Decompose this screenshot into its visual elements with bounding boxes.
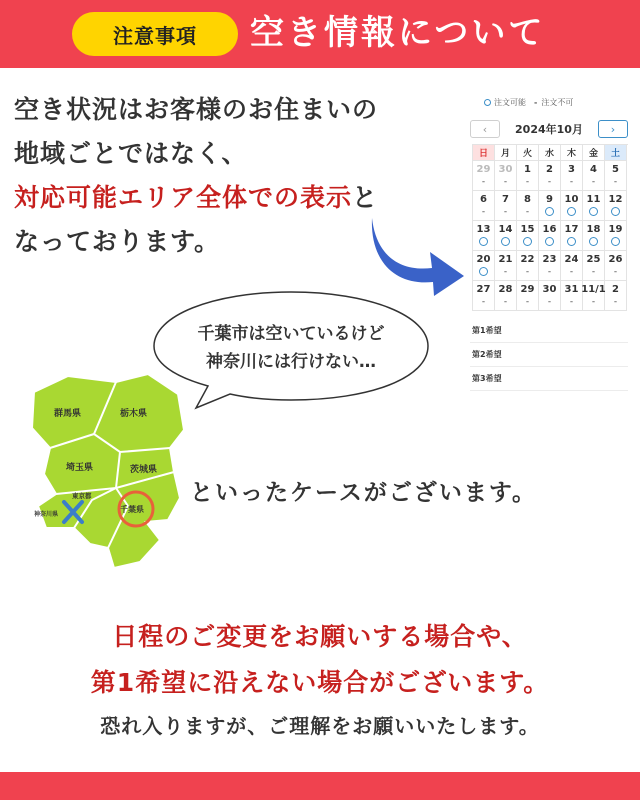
day-number: 9 bbox=[546, 194, 553, 205]
calendar-day bbox=[473, 191, 495, 221]
day-number: 10 bbox=[564, 194, 579, 205]
unavailable-dash: - bbox=[525, 177, 530, 187]
available-circle-icon bbox=[523, 237, 532, 246]
weekday-header: 月 bbox=[495, 145, 517, 161]
kanto-map bbox=[28, 372, 198, 572]
day-number: 12 bbox=[608, 194, 623, 205]
weekday-header: 火 bbox=[517, 145, 539, 161]
day-number: 21 bbox=[498, 254, 513, 265]
calendar-day[interactable] bbox=[561, 191, 583, 221]
calendar-day[interactable] bbox=[473, 221, 495, 251]
header-bar bbox=[0, 0, 640, 68]
day-number: 28 bbox=[498, 284, 513, 295]
map-label-tochigi: 栃木県 bbox=[120, 409, 148, 419]
intro-line-3-tail: と bbox=[352, 183, 379, 212]
day-number: 19 bbox=[608, 224, 623, 235]
day-number: 17 bbox=[564, 224, 579, 235]
available-circle-icon bbox=[589, 207, 598, 216]
intro-line-4: なっております。 bbox=[14, 227, 221, 256]
unavailable-dash: - bbox=[503, 207, 508, 217]
calendar-day bbox=[605, 161, 627, 191]
unavailable-dash: - bbox=[525, 207, 530, 217]
day-number: 2 bbox=[546, 164, 553, 175]
calendar-day bbox=[517, 251, 539, 281]
unavailable-dash: - bbox=[481, 207, 486, 217]
weekday-header: 木 bbox=[561, 145, 583, 161]
calendar-day bbox=[539, 281, 561, 311]
map-label-chiba: 千葉県 bbox=[120, 505, 144, 514]
day-number: 5 bbox=[612, 164, 619, 175]
map-label-gunma: 群馬県 bbox=[54, 409, 82, 419]
calendar-day bbox=[561, 281, 583, 311]
available-circle-icon bbox=[501, 237, 510, 246]
day-number: 24 bbox=[564, 254, 579, 265]
day-number: 25 bbox=[586, 254, 601, 265]
unavailable-dash: - bbox=[525, 297, 530, 307]
day-number: 26 bbox=[608, 254, 623, 265]
calendar-legend bbox=[484, 94, 628, 110]
day-number: 23 bbox=[542, 254, 557, 265]
dash-icon: - bbox=[534, 97, 538, 107]
day-number: 2 bbox=[612, 284, 619, 295]
available-circle-icon bbox=[589, 237, 598, 246]
unavailable-dash: - bbox=[591, 177, 596, 187]
preference-item-2[interactable]: 第2希望 bbox=[470, 343, 628, 367]
calendar-day bbox=[495, 281, 517, 311]
map-label-ibaraki: 茨城県 bbox=[130, 465, 158, 475]
calendar-day bbox=[517, 191, 539, 221]
intro-line-1: 空き状況はお客様のお住まいの bbox=[14, 95, 379, 124]
unavailable-dash: - bbox=[503, 297, 508, 307]
unavailable-dash: - bbox=[481, 177, 486, 187]
bubble-line-1: 千葉市は空いているけど bbox=[197, 324, 385, 344]
unavailable-dash: - bbox=[503, 267, 508, 277]
day-number: 29 bbox=[476, 164, 491, 175]
calendar-day[interactable] bbox=[605, 191, 627, 221]
calendar-nav bbox=[470, 120, 628, 138]
available-circle-icon bbox=[611, 237, 620, 246]
arrow-icon bbox=[368, 214, 468, 296]
calendar-month: 2024年10月 bbox=[515, 123, 583, 136]
calendar-day[interactable] bbox=[495, 221, 517, 251]
unavailable-dash: - bbox=[613, 267, 618, 277]
circle-icon bbox=[484, 99, 491, 106]
day-number: 18 bbox=[586, 224, 601, 235]
available-circle-icon bbox=[545, 237, 554, 246]
day-number: 15 bbox=[520, 224, 535, 235]
calendar-day bbox=[583, 251, 605, 281]
day-number: 22 bbox=[520, 254, 535, 265]
calendar-day bbox=[605, 251, 627, 281]
calendar-day bbox=[539, 251, 561, 281]
calendar-day[interactable] bbox=[561, 221, 583, 251]
day-number: 8 bbox=[524, 194, 531, 205]
available-circle-icon bbox=[567, 237, 576, 246]
day-number: 30 bbox=[542, 284, 557, 295]
next-month-button[interactable]: › bbox=[598, 120, 628, 138]
calendar-day[interactable] bbox=[539, 221, 561, 251]
intro-line-2: 地域ごとではなく、 bbox=[14, 139, 248, 168]
day-number: 14 bbox=[498, 224, 513, 235]
calendar-day bbox=[583, 281, 605, 311]
day-number: 4 bbox=[590, 164, 597, 175]
calendar-day[interactable] bbox=[539, 191, 561, 221]
calendar-day bbox=[605, 281, 627, 311]
available-circle-icon bbox=[611, 207, 620, 216]
day-number: 3 bbox=[568, 164, 575, 175]
preference-item-3[interactable]: 第3希望 bbox=[470, 367, 628, 391]
calendar-day bbox=[517, 281, 539, 311]
preference-item-1[interactable]: 第1希望 bbox=[470, 319, 628, 343]
calendar-day bbox=[495, 191, 517, 221]
bubble-line-2: 神奈川には行けない… bbox=[206, 352, 376, 372]
unavailable-dash: - bbox=[547, 297, 552, 307]
day-number: 27 bbox=[476, 284, 491, 295]
case-text: といったケースがございます。 bbox=[190, 480, 538, 506]
calendar-day bbox=[561, 251, 583, 281]
map-label-saitama: 埼玉県 bbox=[66, 463, 94, 473]
calendar-day bbox=[561, 161, 583, 191]
weekday-header: 土 bbox=[605, 145, 627, 161]
day-number: 29 bbox=[520, 284, 535, 295]
map-label-tokyo: 東京都 bbox=[72, 492, 92, 500]
calendar-grid bbox=[472, 144, 628, 311]
weekday-header: 金 bbox=[583, 145, 605, 161]
notice-line-3: 恐れ入りますが、ご理解をお願いいたします。 bbox=[100, 714, 540, 738]
notice-line-2: 第1希望に沿えない場合がございます。 bbox=[90, 668, 550, 697]
calendar-day bbox=[495, 251, 517, 281]
day-number: 6 bbox=[480, 194, 487, 205]
calendar-day bbox=[495, 161, 517, 191]
calendar-day[interactable] bbox=[583, 221, 605, 251]
weekday-header: 日 bbox=[473, 145, 495, 161]
unavailable-dash: - bbox=[547, 267, 552, 277]
page-title: 空き情報について bbox=[250, 13, 546, 53]
map-label-kanagawa: 神奈川県 bbox=[34, 511, 59, 518]
preference-list bbox=[470, 319, 628, 391]
day-number: 30 bbox=[498, 164, 513, 175]
available-circle-icon bbox=[567, 207, 576, 216]
bubble-text bbox=[160, 320, 422, 376]
calendar-day bbox=[517, 161, 539, 191]
calendar-day bbox=[539, 161, 561, 191]
available-circle-icon bbox=[545, 207, 554, 216]
unavailable-dash: - bbox=[591, 297, 596, 307]
unavailable-dash: - bbox=[591, 267, 596, 277]
footer-bar bbox=[0, 772, 640, 800]
calendar-day bbox=[583, 161, 605, 191]
notice-badge: 注意事項 bbox=[72, 12, 238, 56]
prev-month-button[interactable]: ‹ bbox=[470, 120, 500, 138]
day-number: 11/1 bbox=[581, 284, 606, 295]
unavailable-dash: - bbox=[547, 177, 552, 187]
available-circle-icon bbox=[479, 237, 488, 246]
legend-unavailable: - 注文不可 bbox=[534, 97, 574, 107]
calendar-day bbox=[473, 281, 495, 311]
unavailable-dash: - bbox=[525, 267, 530, 277]
calendar-day[interactable] bbox=[517, 221, 539, 251]
unavailable-dash: - bbox=[503, 177, 508, 187]
notice-block bbox=[0, 614, 640, 746]
unavailable-dash: - bbox=[613, 297, 618, 307]
calendar-day bbox=[473, 161, 495, 191]
calendar-day[interactable] bbox=[583, 191, 605, 221]
available-circle-icon bbox=[479, 267, 488, 276]
day-number: 13 bbox=[476, 224, 491, 235]
day-number: 16 bbox=[542, 224, 557, 235]
calendar-day[interactable] bbox=[605, 221, 627, 251]
intro-emphasis: 対応可能エリア全体での表示 bbox=[14, 183, 353, 212]
calendar-day[interactable] bbox=[473, 251, 495, 281]
day-number: 20 bbox=[476, 254, 491, 265]
unavailable-dash: - bbox=[569, 177, 574, 187]
unavailable-dash: - bbox=[613, 177, 618, 187]
weekday-header: 水 bbox=[539, 145, 561, 161]
day-number: 31 bbox=[564, 284, 579, 295]
legend-available: 注文可能 bbox=[484, 97, 526, 108]
unavailable-dash: - bbox=[569, 297, 574, 307]
availability-calendar bbox=[470, 94, 628, 391]
day-number: 11 bbox=[586, 194, 601, 205]
notice-line-1: 日程のご変更をお願いする場合や、 bbox=[112, 622, 528, 651]
unavailable-dash: - bbox=[569, 267, 574, 277]
day-number: 7 bbox=[502, 194, 509, 205]
day-number: 1 bbox=[524, 164, 531, 175]
unavailable-dash: - bbox=[481, 297, 486, 307]
